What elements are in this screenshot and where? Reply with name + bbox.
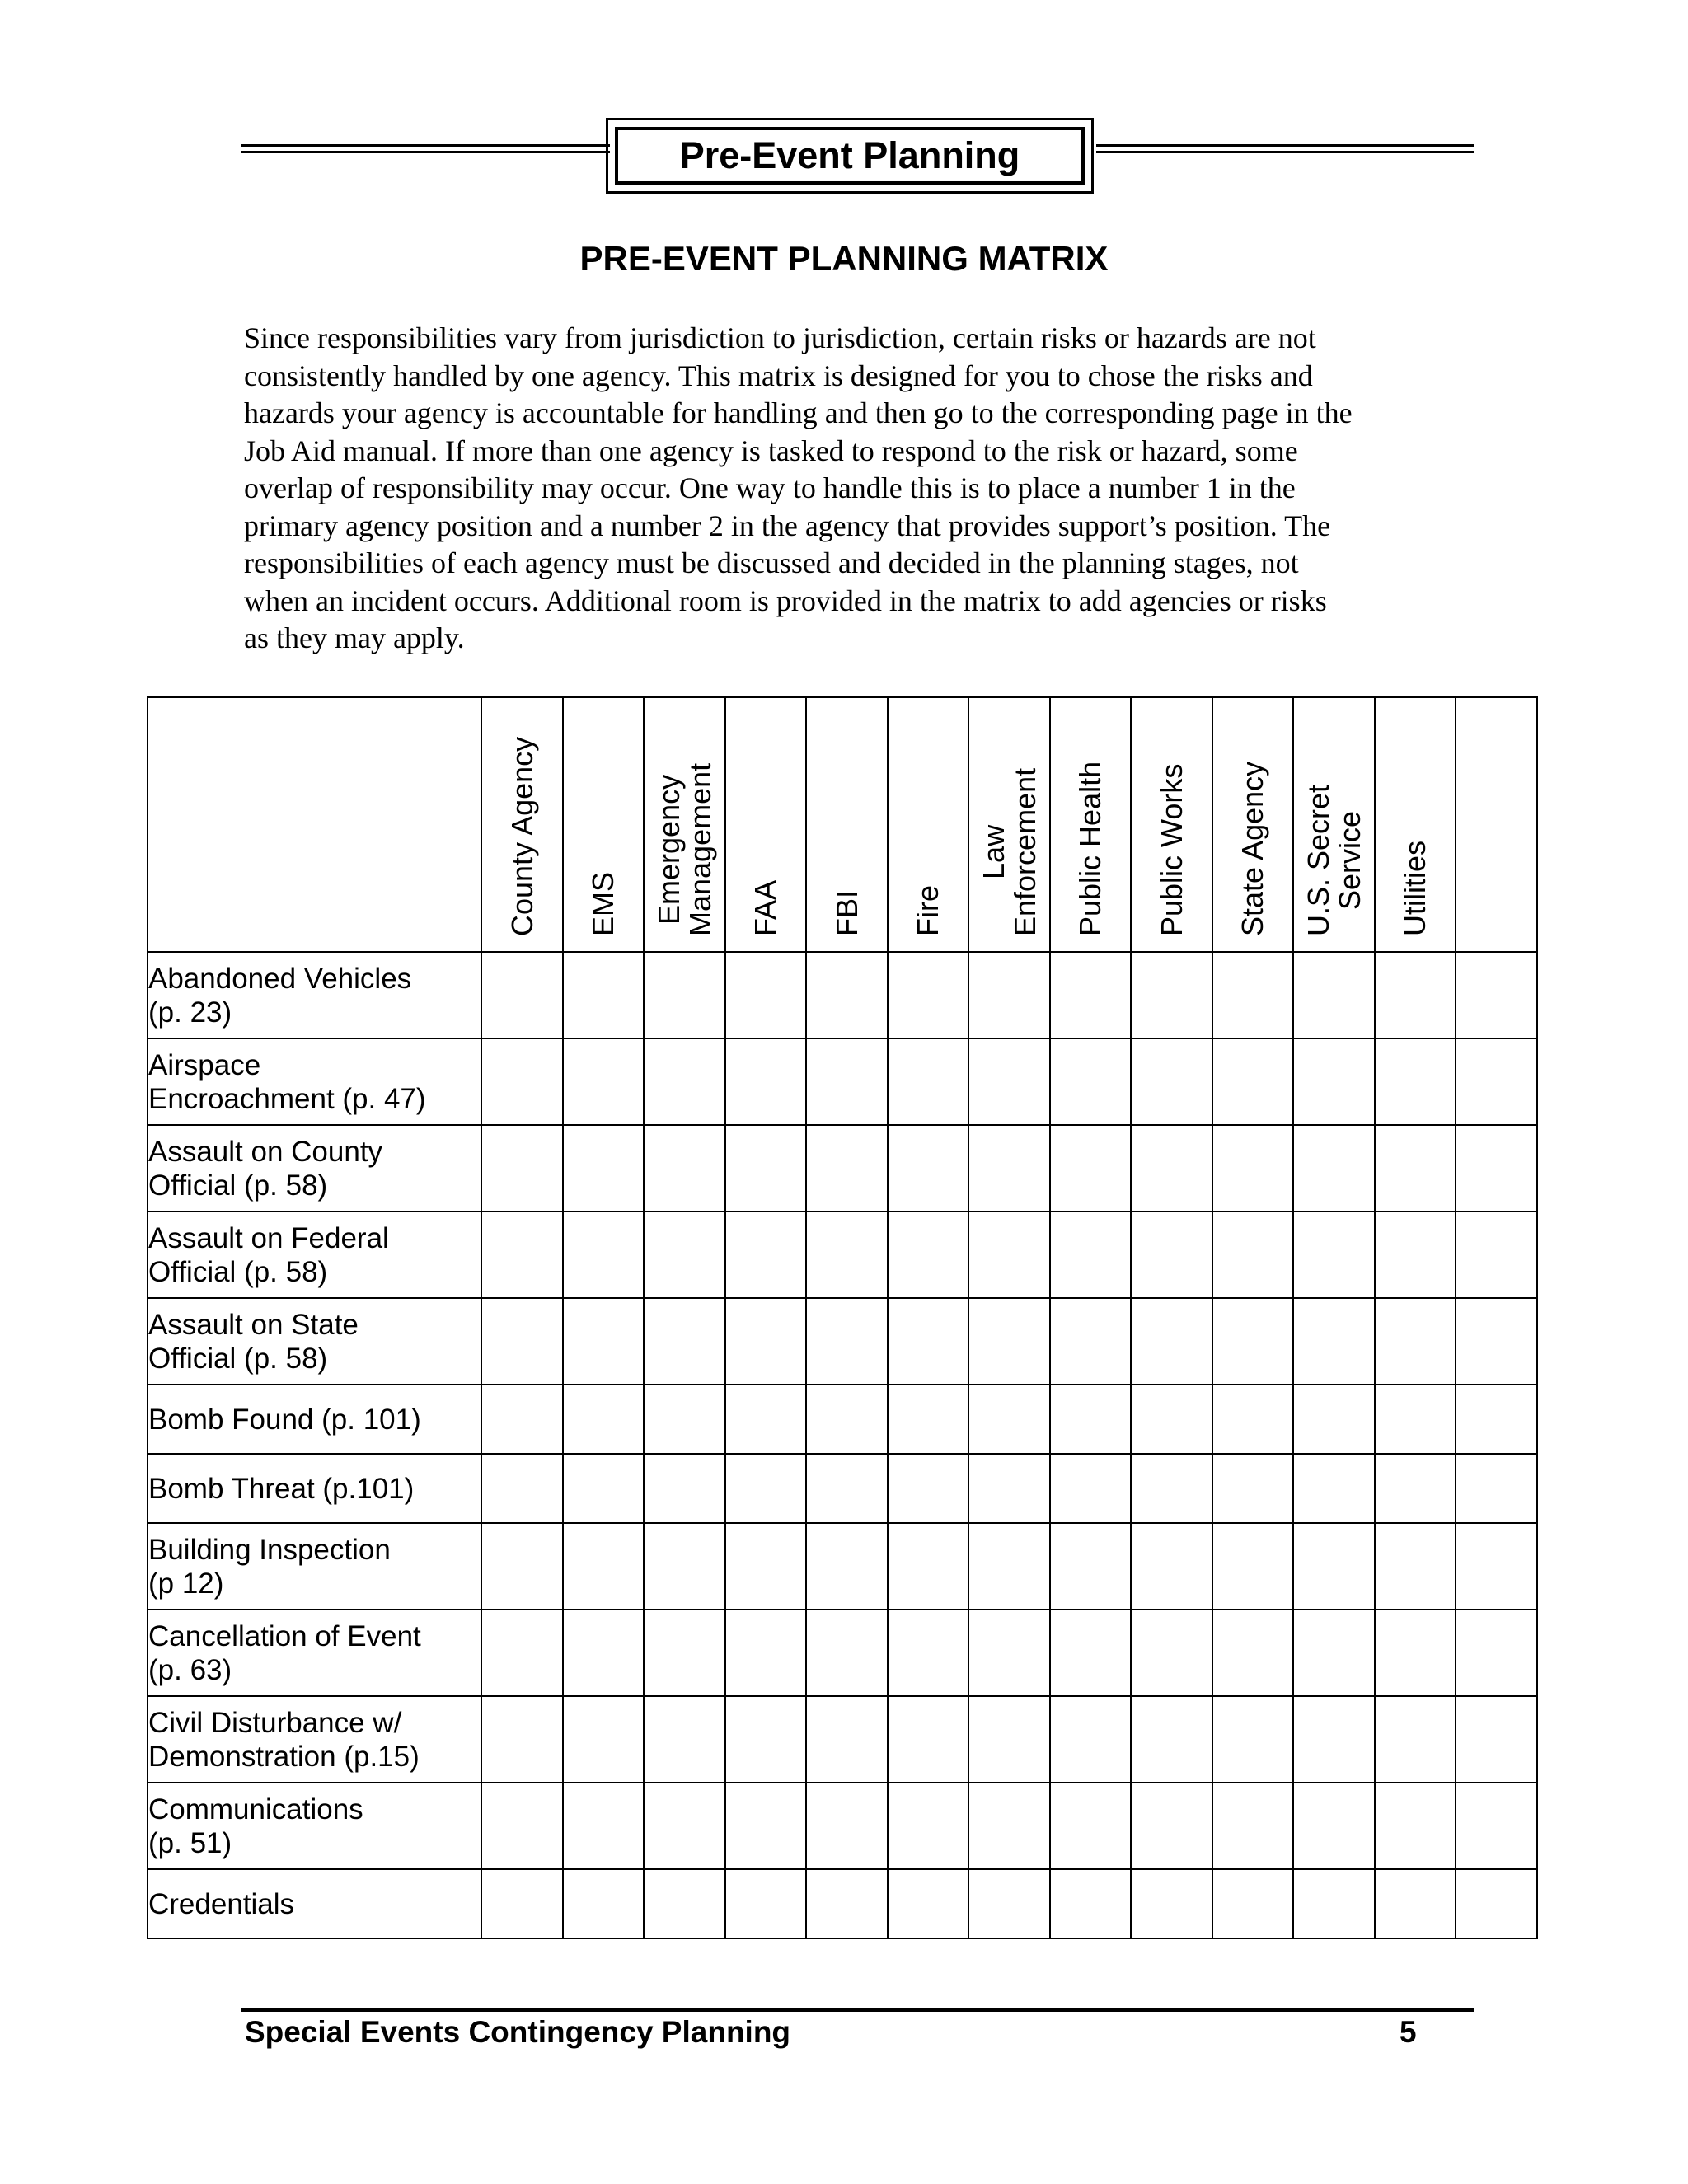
matrix-cell[interactable] <box>1050 1523 1132 1610</box>
matrix-cell[interactable] <box>968 1523 1050 1610</box>
risk-name-line2: Official (p. 58) <box>148 1342 328 1375</box>
footer-rule <box>241 2008 1474 2012</box>
page-number: 5 <box>1400 2015 1417 2049</box>
matrix-cell[interactable] <box>806 1696 888 1783</box>
agency-column-header <box>1131 697 1212 952</box>
table-row <box>148 1523 1537 1610</box>
matrix-cell[interactable] <box>1293 1610 1375 1696</box>
matrix-cell[interactable] <box>1050 1696 1132 1783</box>
agency-name: State Agency <box>1236 761 1270 936</box>
intro-line: Since responsibilities vary from jurisdiction to jurisdiction, certain risks or hazards are not <box>244 321 1316 354</box>
matrix-cell[interactable] <box>725 1523 807 1610</box>
matrix-cell[interactable] <box>563 1869 645 1938</box>
matrix-cell[interactable] <box>725 1385 807 1454</box>
agency-name-line2: Service <box>1332 810 1367 910</box>
matrix-cell[interactable] <box>1131 1523 1212 1610</box>
matrix-cell[interactable] <box>888 1038 969 1125</box>
matrix-cell[interactable] <box>1131 1454 1212 1523</box>
matrix-cell[interactable] <box>888 1125 969 1212</box>
matrix-cell[interactable] <box>806 1783 888 1869</box>
risk-label <box>148 1869 481 1938</box>
agency-column-header <box>563 697 645 952</box>
matrix-cell[interactable] <box>806 1038 888 1125</box>
matrix-cell[interactable] <box>563 1610 645 1696</box>
matrix-cell[interactable] <box>888 1212 969 1298</box>
risk-name-line2: (p. 23) <box>148 996 232 1029</box>
matrix-cell[interactable] <box>1456 1038 1537 1125</box>
matrix-cell[interactable] <box>1131 1298 1212 1385</box>
risk-label <box>148 1454 481 1523</box>
risk-name: Assault on State <box>148 1308 359 1341</box>
matrix-cell[interactable] <box>968 1696 1050 1783</box>
risk-name: Building Inspection <box>148 1533 391 1566</box>
risk-name: Communications <box>148 1793 363 1825</box>
risk-label <box>148 1610 481 1696</box>
matrix-cell[interactable] <box>806 1298 888 1385</box>
matrix-cell[interactable] <box>1456 1869 1537 1938</box>
banner-rule-right <box>1096 144 1474 153</box>
matrix-cell[interactable] <box>1456 1610 1537 1696</box>
matrix-cell[interactable] <box>806 1125 888 1212</box>
matrix-cell[interactable] <box>968 1869 1050 1938</box>
matrix-cell[interactable] <box>725 952 807 1038</box>
matrix-cell[interactable] <box>481 1783 563 1869</box>
risk-name: Assault on County <box>148 1135 383 1168</box>
agency-name: Public Health <box>1073 761 1108 936</box>
matrix-cell[interactable] <box>725 1696 807 1783</box>
intro-line: consistently handled by one agency. This matrix is designed for you to chose the risks and <box>244 359 1313 392</box>
matrix-cell[interactable] <box>1456 1125 1537 1212</box>
risk-name: Bomb Threat (p.101) <box>148 1472 415 1505</box>
matrix-cell[interactable] <box>1375 1385 1456 1454</box>
matrix-cell[interactable] <box>968 1783 1050 1869</box>
matrix-cell[interactable] <box>1212 1038 1294 1125</box>
matrix-cell[interactable] <box>725 1610 807 1696</box>
risk-name-line2: Encroachment (p. 47) <box>148 1082 426 1115</box>
table-row <box>148 1212 1537 1298</box>
intro-line: as they may apply. <box>244 621 465 654</box>
matrix-cell[interactable] <box>1212 1523 1294 1610</box>
matrix-cell[interactable] <box>968 1038 1050 1125</box>
matrix-cell[interactable] <box>481 1212 563 1298</box>
planning-matrix <box>147 696 1538 1939</box>
risk-name-line2: Official (p. 58) <box>148 1255 328 1288</box>
matrix-cell[interactable] <box>968 1454 1050 1523</box>
matrix-cell[interactable] <box>1050 1783 1132 1869</box>
matrix-cell[interactable] <box>1375 1783 1456 1869</box>
matrix-cell[interactable] <box>1293 1783 1375 1869</box>
table-row <box>148 1125 1537 1212</box>
matrix-cell[interactable] <box>1375 1523 1456 1610</box>
matrix-cell[interactable] <box>481 1038 563 1125</box>
matrix-cell[interactable] <box>1456 1523 1537 1610</box>
risk-name: Abandoned Vehicles <box>148 962 412 995</box>
matrix-cell[interactable] <box>644 1696 725 1783</box>
matrix-cell[interactable] <box>563 1298 645 1385</box>
matrix-cell[interactable] <box>563 1212 645 1298</box>
matrix-cell[interactable] <box>1456 952 1537 1038</box>
matrix-cell[interactable] <box>1131 1385 1212 1454</box>
matrix-cell[interactable] <box>644 1783 725 1869</box>
matrix-cell[interactable] <box>888 1523 969 1610</box>
matrix-cell[interactable] <box>725 1869 807 1938</box>
agency-name: Utilities <box>1398 840 1432 936</box>
intro-line: overlap of responsibility may occur. One way to handle this is to place a number 1 in the <box>244 471 1296 504</box>
matrix-cell[interactable] <box>481 1610 563 1696</box>
matrix-cell[interactable] <box>1375 1125 1456 1212</box>
risk-label <box>148 1038 481 1125</box>
matrix-cell[interactable] <box>1456 1212 1537 1298</box>
matrix-cell[interactable] <box>1293 1385 1375 1454</box>
intro-line: Job Aid manual. If more than one agency is tasked to respond to the risk or hazard, some <box>244 434 1298 467</box>
matrix-cell[interactable] <box>1212 1385 1294 1454</box>
matrix-cell[interactable] <box>1131 1610 1212 1696</box>
risk-label <box>148 1523 481 1610</box>
matrix-cell[interactable] <box>644 1869 725 1938</box>
matrix-cell[interactable] <box>563 1783 645 1869</box>
risk-name: Assault on Federal <box>148 1221 389 1254</box>
matrix-cell[interactable] <box>1293 1454 1375 1523</box>
matrix-cell[interactable] <box>888 1610 969 1696</box>
matrix-cell[interactable] <box>1050 1298 1132 1385</box>
agency-name: Emergency <box>651 774 686 925</box>
agency-column-header <box>725 697 807 952</box>
risk-name-line2: (p. 63) <box>148 1653 232 1686</box>
footer-title: Special Events Contingency Planning <box>245 2015 791 2049</box>
table-row <box>148 1385 1537 1454</box>
matrix-cell[interactable] <box>1212 1783 1294 1869</box>
matrix-cell[interactable] <box>725 1125 807 1212</box>
matrix-cell[interactable] <box>481 1298 563 1385</box>
matrix-cell[interactable] <box>1456 1783 1537 1869</box>
risk-name: Cancellation of Event <box>148 1619 421 1652</box>
matrix-cell[interactable] <box>888 1696 969 1783</box>
agency-column-header <box>1050 697 1132 952</box>
matrix-cell[interactable] <box>1131 1125 1212 1212</box>
risk-label <box>148 1125 481 1212</box>
matrix-cell[interactable] <box>644 1212 725 1298</box>
risk-label <box>148 1696 481 1783</box>
agency-column-header <box>888 697 969 952</box>
intro-line: hazards your agency is accountable for handling and then go to the corresponding page in the <box>244 396 1353 429</box>
matrix-cell[interactable] <box>968 952 1050 1038</box>
matrix-cell[interactable] <box>563 1696 645 1783</box>
matrix-cell[interactable] <box>1293 1869 1375 1938</box>
agency-column-header <box>481 697 563 952</box>
section-banner <box>606 118 1094 194</box>
matrix-cell[interactable] <box>1375 1454 1456 1523</box>
matrix-cell[interactable] <box>1456 1385 1537 1454</box>
matrix-cell[interactable] <box>1212 1696 1294 1783</box>
matrix-cell[interactable] <box>1050 1038 1132 1125</box>
matrix-cell[interactable] <box>1375 952 1456 1038</box>
agency-column-header <box>644 697 725 952</box>
matrix-cell[interactable] <box>1131 1696 1212 1783</box>
matrix-cell[interactable] <box>644 1125 725 1212</box>
matrix-cell[interactable] <box>725 1298 807 1385</box>
table-row <box>148 1696 1537 1783</box>
matrix-cell[interactable] <box>563 952 645 1038</box>
matrix-body <box>148 952 1537 1938</box>
matrix-cell[interactable] <box>1375 1696 1456 1783</box>
agency-name: FBI <box>829 889 864 936</box>
matrix-cell[interactable] <box>1456 1454 1537 1523</box>
risk-name-line2: (p. 51) <box>148 1826 232 1859</box>
matrix-cell[interactable] <box>1050 1212 1132 1298</box>
matrix-cell[interactable] <box>1293 1212 1375 1298</box>
matrix-cell[interactable] <box>806 1454 888 1523</box>
matrix-cell[interactable] <box>1375 1038 1456 1125</box>
matrix-cell[interactable] <box>888 1783 969 1869</box>
risk-label <box>148 1385 481 1454</box>
matrix-cell[interactable] <box>1212 1298 1294 1385</box>
risk-label <box>148 1212 481 1298</box>
matrix-cell[interactable] <box>1212 952 1294 1038</box>
matrix-cell[interactable] <box>806 1869 888 1938</box>
matrix-cell[interactable] <box>1375 1212 1456 1298</box>
matrix-cell[interactable] <box>968 1125 1050 1212</box>
matrix-cell[interactable] <box>968 1298 1050 1385</box>
matrix-corner-cell <box>148 697 481 952</box>
page-title: PRE-EVENT PLANNING MATRIX <box>579 239 1109 278</box>
matrix-cell[interactable] <box>644 1523 725 1610</box>
agency-column-header <box>1375 697 1456 952</box>
matrix-cell[interactable] <box>644 952 725 1038</box>
matrix-cell[interactable] <box>481 1523 563 1610</box>
matrix-cell[interactable] <box>1050 1385 1132 1454</box>
agency-name: U.S. Secret <box>1301 784 1335 936</box>
agency-name-line2: Management <box>682 762 717 936</box>
matrix-cell[interactable] <box>725 1038 807 1125</box>
agency-column-header <box>968 697 1050 952</box>
matrix-cell[interactable] <box>1050 1125 1132 1212</box>
matrix-cell[interactable] <box>1212 1454 1294 1523</box>
table-row <box>148 952 1537 1038</box>
matrix-cell[interactable] <box>1131 952 1212 1038</box>
matrix-cell[interactable] <box>888 1385 969 1454</box>
intro-line: primary agency position and a number 2 in the agency that provides support’s position. The <box>244 509 1331 542</box>
matrix-cell[interactable] <box>1293 1125 1375 1212</box>
agency-name: Public Works <box>1154 763 1189 936</box>
table-row <box>148 1869 1537 1938</box>
matrix-cell[interactable] <box>806 952 888 1038</box>
matrix-cell[interactable] <box>481 1454 563 1523</box>
table-row <box>148 1783 1537 1869</box>
table-row <box>148 1298 1537 1385</box>
matrix-cell[interactable] <box>563 1125 645 1212</box>
matrix-cell[interactable] <box>1050 952 1132 1038</box>
matrix-cell[interactable] <box>1212 1610 1294 1696</box>
intro-line: responsibilities of each agency must be discussed and decided in the planning stages, not <box>244 546 1299 579</box>
matrix-cell[interactable] <box>1293 1038 1375 1125</box>
matrix-cell[interactable] <box>644 1038 725 1125</box>
risk-label <box>148 1298 481 1385</box>
matrix-cell[interactable] <box>968 1212 1050 1298</box>
matrix-cell[interactable] <box>1293 1696 1375 1783</box>
matrix-cell[interactable] <box>1375 1610 1456 1696</box>
matrix-cell[interactable] <box>1375 1298 1456 1385</box>
agency-name: EMS <box>586 871 621 936</box>
matrix-cell[interactable] <box>1131 1869 1212 1938</box>
matrix-cell[interactable] <box>481 1696 563 1783</box>
risk-label <box>148 952 481 1038</box>
matrix-cell[interactable] <box>563 1454 645 1523</box>
matrix-cell[interactable] <box>1212 1869 1294 1938</box>
matrix-cell[interactable] <box>481 1385 563 1454</box>
risk-name: Airspace <box>148 1048 261 1081</box>
matrix-cell[interactable] <box>644 1385 725 1454</box>
section-title: Pre-Event Planning <box>679 134 1020 176</box>
table-row <box>148 1610 1537 1696</box>
matrix-cell[interactable] <box>563 1385 645 1454</box>
matrix-cell[interactable] <box>1293 952 1375 1038</box>
matrix-cell[interactable] <box>888 952 969 1038</box>
matrix-cell[interactable] <box>563 1523 645 1610</box>
matrix-cell[interactable] <box>1456 1298 1537 1385</box>
risk-name: Bomb Found (p. 101) <box>148 1403 421 1436</box>
matrix-cell[interactable] <box>1131 1783 1212 1869</box>
risk-name-line2: Official (p. 58) <box>148 1169 328 1202</box>
agency-column-header <box>1293 697 1375 952</box>
risk-name-line2: Demonstration (p.15) <box>148 1740 420 1773</box>
agency-column-header <box>806 697 888 952</box>
agency-name: Law <box>976 824 1010 879</box>
agency-column-header <box>1212 697 1294 952</box>
matrix-cell[interactable] <box>888 1298 969 1385</box>
matrix-cell[interactable] <box>806 1385 888 1454</box>
matrix-cell[interactable] <box>481 952 563 1038</box>
agency-column-header <box>1456 697 1537 952</box>
matrix-cell[interactable] <box>563 1038 645 1125</box>
matrix-cell[interactable] <box>806 1610 888 1696</box>
matrix-cell[interactable] <box>1456 1696 1537 1783</box>
matrix-cell[interactable] <box>1293 1298 1375 1385</box>
risk-name-line2: (p 12) <box>148 1567 224 1600</box>
matrix-cell[interactable] <box>1212 1125 1294 1212</box>
matrix-cell[interactable] <box>725 1212 807 1298</box>
matrix-cell[interactable] <box>1375 1869 1456 1938</box>
matrix-cell[interactable] <box>1050 1454 1132 1523</box>
agency-name: FAA <box>748 879 783 936</box>
agency-name: County Agency <box>504 736 539 936</box>
intro-paragraph <box>244 320 1480 658</box>
matrix-cell[interactable] <box>1131 1038 1212 1125</box>
table-row <box>148 1038 1537 1125</box>
matrix-cell[interactable] <box>1293 1523 1375 1610</box>
matrix-cell[interactable] <box>1212 1212 1294 1298</box>
matrix-cell[interactable] <box>968 1385 1050 1454</box>
matrix-header-row <box>148 697 1537 952</box>
agency-name-line2: Enforcement <box>1007 767 1042 936</box>
intro-line: when an incident occurs. Additional room is provided in the matrix to add agencies or risks <box>244 583 1327 617</box>
risk-label <box>148 1783 481 1869</box>
matrix-cell[interactable] <box>1050 1610 1132 1696</box>
matrix-cell[interactable] <box>888 1454 969 1523</box>
matrix-cell[interactable] <box>481 1125 563 1212</box>
matrix-cell[interactable] <box>725 1454 807 1523</box>
matrix-cell[interactable] <box>644 1610 725 1696</box>
agency-name: Fire <box>911 885 945 936</box>
matrix-cell[interactable] <box>644 1454 725 1523</box>
matrix-cell[interactable] <box>806 1523 888 1610</box>
matrix-cell[interactable] <box>644 1298 725 1385</box>
matrix-cell[interactable] <box>888 1869 969 1938</box>
banner-rule-left <box>241 144 610 153</box>
matrix-cell[interactable] <box>1131 1212 1212 1298</box>
table-row <box>148 1454 1537 1523</box>
matrix-cell[interactable] <box>968 1610 1050 1696</box>
risk-name: Credentials <box>148 1887 295 1920</box>
matrix-cell[interactable] <box>806 1212 888 1298</box>
matrix-cell[interactable] <box>1050 1869 1132 1938</box>
risk-name: Civil Disturbance w/ <box>148 1706 402 1739</box>
matrix-cell[interactable] <box>725 1783 807 1869</box>
matrix-cell[interactable] <box>481 1869 563 1938</box>
